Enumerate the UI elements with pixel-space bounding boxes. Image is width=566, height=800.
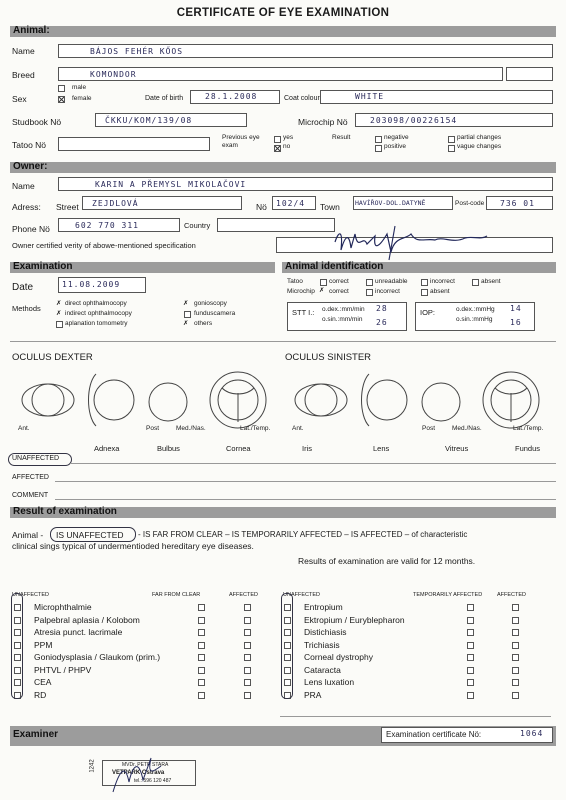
os-post-label: Post xyxy=(422,425,436,432)
result-validity: Results of examination are valid for 12 months. xyxy=(298,556,476,566)
microchip-incorrect-label: incorrect xyxy=(375,288,400,295)
left-disease-label: PPM xyxy=(34,639,53,650)
dob-label: Date of birth xyxy=(145,95,184,102)
breed-extra-field[interactable] xyxy=(506,67,553,81)
studbook-value: ČKKU/KOM/139/08 xyxy=(105,116,193,125)
iop-sin-label: o.sin.:mmHg xyxy=(456,316,493,323)
res-vague-label: vague changes xyxy=(457,143,502,150)
owner-certified-label: Owner certified verity of abowe-mentioned specification xyxy=(12,241,196,250)
col-affected-right: AFFECTED xyxy=(497,592,527,598)
microchip-label: Microchip Nö xyxy=(298,117,348,127)
method-gonioscopy-mark: ✗ xyxy=(183,300,189,307)
left-status-checkbox-0[interactable] xyxy=(198,617,205,624)
address-label: Adress: xyxy=(12,202,41,212)
stt-dex-value: 28 xyxy=(376,304,388,313)
od-med-nas-label: Med./Nas. xyxy=(176,425,206,432)
diagram-affected-label: AFFECTED xyxy=(12,474,49,481)
od-ant-label: Ant. xyxy=(18,425,30,432)
left-unaffected-bracket xyxy=(11,593,23,699)
col-fundus: Fundus xyxy=(515,444,541,453)
animal-name-value: BÁJOS FEHÉR KŐOS xyxy=(90,47,184,56)
section-examination xyxy=(10,262,275,273)
stamp-line3: tel.: 596 120 487 xyxy=(134,778,172,784)
right-disease-label: Cataracta xyxy=(304,664,341,675)
method-indirect-label: indirect ophthalmocopy xyxy=(65,310,132,317)
stt-dex-label: o.dex.:mm/min xyxy=(322,306,365,313)
method-others-mark: ✗ xyxy=(183,320,189,327)
left-status-checkbox-0[interactable] xyxy=(198,679,205,686)
col-far-from-clear: FAR FROM CLEAR xyxy=(152,592,201,598)
left-status-checkbox-1[interactable] xyxy=(244,654,251,661)
left-disease-label: RD xyxy=(34,689,47,700)
checked-mark-icon xyxy=(275,146,280,151)
left-status-checkbox-1[interactable] xyxy=(244,642,251,649)
method-funduscamera-checkbox[interactable] xyxy=(184,311,191,318)
right-disease-label: Trichiasis xyxy=(304,639,340,650)
microchip-correct-label: correct xyxy=(329,288,349,295)
os-ant-label: Ant. xyxy=(292,425,304,432)
left-disease-label: CEA xyxy=(34,677,52,687)
right-status-checkbox-0[interactable] xyxy=(467,617,474,624)
comment-line xyxy=(55,499,556,500)
animal-name-label: Name xyxy=(12,46,35,56)
method-indirect-mark: ✗ xyxy=(56,310,62,317)
left-status-checkbox-0[interactable] xyxy=(198,692,205,699)
section-owner-label: Owner: xyxy=(13,161,48,172)
res-vague-checkbox[interactable] xyxy=(448,145,455,152)
sex-male-checkbox[interactable] xyxy=(58,85,65,92)
tatoo-unreadable-checkbox[interactable] xyxy=(366,279,373,286)
postcode-value: 736 01 xyxy=(500,199,535,208)
prev-yes-label: yes xyxy=(283,134,294,141)
unaffected-line xyxy=(70,463,556,464)
street-value: ZEJDLOVÁ xyxy=(92,199,139,208)
right-status-checkbox-0[interactable] xyxy=(467,667,474,674)
section-animal-identification xyxy=(282,262,556,273)
tatoo-incorrect-label: incorrect xyxy=(430,278,455,285)
result-line2: clinical sings typical of undermentioded hereditary eye diseases. xyxy=(12,541,254,551)
prev-no-checkbox[interactable] xyxy=(274,145,281,152)
section-result-label: Result of examination xyxy=(13,506,117,517)
right-status-checkbox-0[interactable] xyxy=(467,679,474,686)
stt-sin-value: 26 xyxy=(376,318,388,327)
left-status-checkbox-0[interactable] xyxy=(198,667,205,674)
method-applanation-label: aplanation tomometry xyxy=(65,320,128,327)
res-partial-checkbox[interactable] xyxy=(448,136,455,143)
method-direct-mark: ✗ xyxy=(56,300,62,307)
section-animal-label: Animal: xyxy=(13,25,50,36)
sex-label: Sex xyxy=(12,94,27,104)
dob-value: 28.1.2008 xyxy=(205,92,258,101)
right-disease-label: Lens luxation xyxy=(304,677,355,687)
sex-male-label: male xyxy=(72,84,87,91)
method-direct-label: direct ophthalmocopy xyxy=(65,300,127,307)
breed-label: Breed xyxy=(12,70,35,80)
right-unaffected-bracket xyxy=(281,593,293,699)
os-med-nas-label: Med./Nas. xyxy=(452,425,482,432)
section-result xyxy=(10,507,556,518)
left-status-checkbox-1[interactable] xyxy=(244,679,251,686)
owner-name-label: Name xyxy=(12,181,35,191)
cert-number-label: Examination certificate Nö: xyxy=(386,730,482,739)
col-lens: Lens xyxy=(373,444,390,453)
affected-line xyxy=(55,481,556,482)
stamp-line2: VETPARK Ostrava xyxy=(112,770,165,776)
microchip-absent-checkbox[interactable] xyxy=(421,289,428,296)
iop-dex-value: 14 xyxy=(510,304,522,313)
tatoo-incorrect-checkbox[interactable] xyxy=(421,279,428,286)
street-label: Street xyxy=(56,202,79,212)
method-funduscamera-label: funduscamera xyxy=(194,310,236,317)
left-status-checkbox-1[interactable] xyxy=(244,667,251,674)
right-status-checkbox-0[interactable] xyxy=(467,604,474,611)
res-positive-checkbox[interactable] xyxy=(375,145,382,152)
res-partial-label: partial changes xyxy=(457,134,502,141)
owner-signature-icon xyxy=(325,222,495,262)
result-label: Result xyxy=(332,134,351,141)
id-tatoo-label: Tatoo xyxy=(287,278,303,285)
left-status-checkbox-1[interactable] xyxy=(244,629,251,636)
owner-name-value: KARIN A PŘEMYSL MIKOLAČOVI xyxy=(95,180,247,189)
os-lat-temp-label: Lat./Temp. xyxy=(513,425,544,432)
divider xyxy=(10,341,556,342)
previous-exam-label: Previous eye exam xyxy=(222,134,260,149)
left-disease-label: Palpebral aplasia / Kolobom xyxy=(34,614,140,625)
col-bulbus: Bulbus xyxy=(157,444,180,453)
exam-date-label: Date xyxy=(12,282,34,293)
stamp-side-number: 1242 xyxy=(89,759,96,773)
diagram-unaffected-label: UNAFFECTED xyxy=(12,455,60,462)
right-status-checkbox-1[interactable] xyxy=(512,617,519,624)
iop-sin-value: 16 xyxy=(510,318,522,327)
phone-label: Phone Nö xyxy=(12,224,50,234)
right-status-checkbox-0[interactable] xyxy=(467,629,474,636)
microchip-correct-mark: ✗ xyxy=(319,287,325,294)
town-label: Town xyxy=(320,202,340,212)
sex-female-label: female xyxy=(72,95,92,102)
right-status-checkbox-0[interactable] xyxy=(467,692,474,699)
result-prefix: Animal - xyxy=(12,530,44,540)
tatoo-correct-label: correct xyxy=(329,278,349,285)
col-cornea: Cornea xyxy=(226,444,251,453)
right-disease-label: Distichiasis xyxy=(304,627,347,637)
stamp-line1: MVDr. PETR STARA xyxy=(122,762,169,768)
microchip-incorrect-checkbox[interactable] xyxy=(366,289,373,296)
microchip-value: 203098/00226154 xyxy=(370,116,458,125)
oculus-sinister-diagram xyxy=(283,360,551,430)
result-rest: - IS FAR FROM CLEAR – IS TEMPORARILY AFFECTED – IS AFFECTED – of characteristic xyxy=(138,530,468,539)
left-disease-label: Goniodysplasia / Glaukom (prim.) xyxy=(34,652,161,662)
tatoo-absent-label: absent xyxy=(481,278,501,285)
exam-date-value: 11.08.2009 xyxy=(62,280,121,289)
right-status-checkbox-1[interactable] xyxy=(512,692,519,699)
left-status-checkbox-0[interactable] xyxy=(198,654,205,661)
section-animal xyxy=(10,26,556,37)
document-title: CERTIFICATE OF EYE EXAMINATION xyxy=(176,7,390,19)
breed-value: KOMONDOR xyxy=(90,70,137,79)
right-disease-label: Ektropium / Euryblepharon xyxy=(304,614,405,625)
house-no-label: Nö xyxy=(256,202,267,212)
tatoo-unreadable-label: unreadable xyxy=(375,278,408,285)
phone-value: 602 770 311 xyxy=(75,221,139,230)
col-vitreus: Vitreus xyxy=(445,444,469,453)
coat-colour-label: Coat colour xyxy=(284,95,320,102)
stt-sin-label: o.sin.:mm/min xyxy=(322,316,363,323)
diagram-comment-label: COMMENT xyxy=(12,492,49,499)
method-applanation-checkbox[interactable] xyxy=(56,321,63,328)
sex-female-checkbox[interactable] xyxy=(58,96,65,103)
right-status-checkbox-1[interactable] xyxy=(512,629,519,636)
right-status-checkbox-1[interactable] xyxy=(512,679,519,686)
left-status-checkbox-0[interactable] xyxy=(198,604,205,611)
house-no-value: 102/4 xyxy=(276,199,306,208)
right-status-checkbox-1[interactable] xyxy=(512,642,519,649)
prev-yes-checkbox[interactable] xyxy=(274,136,281,143)
left-status-checkbox-1[interactable] xyxy=(244,692,251,699)
oculus-dexter-diagram xyxy=(10,360,278,430)
prev-no-label: no xyxy=(283,143,291,150)
right-status-checkbox-1[interactable] xyxy=(512,667,519,674)
tatoo-label: Tatoo Nö xyxy=(12,140,47,150)
left-status-checkbox-1[interactable] xyxy=(244,617,251,624)
col-unaffected-left: UNAFFECTED xyxy=(12,592,49,598)
tatoo-field[interactable] xyxy=(58,137,210,151)
col-iris: Iris xyxy=(302,444,312,453)
col-affected-left: AFFECTED xyxy=(229,592,259,598)
res-negative-checkbox[interactable] xyxy=(375,136,382,143)
left-status-checkbox-0[interactable] xyxy=(198,642,205,649)
tatoo-absent-checkbox[interactable] xyxy=(472,279,479,286)
cert-number-value: 1064 xyxy=(520,729,544,738)
postcode-label: Post-code xyxy=(455,200,485,207)
od-lat-temp-label: Lat./Temp. xyxy=(240,425,271,432)
section-examination-label: Examination xyxy=(13,261,73,272)
right-status-checkbox-0[interactable] xyxy=(467,642,474,649)
section-identification-label: Animal identification xyxy=(285,261,384,272)
method-others-label: others xyxy=(194,320,213,327)
id-microchip-label: Microchip xyxy=(287,288,315,295)
stt-label: STT I.: xyxy=(292,308,315,317)
methods-label: Methods xyxy=(12,304,41,313)
country-label: Country xyxy=(184,221,211,230)
col-temporarily-affected: TEMPORARILY AFFECTED xyxy=(413,592,483,598)
result-is-unaffected: IS UNAFFECTED xyxy=(56,530,124,540)
oculus-sinister-label: OCULUS SINISTER xyxy=(285,352,372,363)
left-disease-label: PHTVL / PHPV xyxy=(34,664,92,675)
coat-colour-value: WHITE xyxy=(355,92,385,101)
right-disease-label: Entropium xyxy=(304,602,343,612)
left-disease-label: Microphthalmie xyxy=(34,602,92,612)
examiner-signature-icon xyxy=(105,752,175,797)
left-status-checkbox-0[interactable] xyxy=(198,629,205,636)
col-adnexa: Adnexa xyxy=(94,444,120,453)
result-underline xyxy=(280,716,551,717)
tatoo-correct-checkbox[interactable] xyxy=(320,279,327,286)
col-unaffected-right: UNAFFECTED xyxy=(283,592,320,598)
res-positive-label: positive xyxy=(384,143,407,150)
right-status-checkbox-1[interactable] xyxy=(512,654,519,661)
right-disease-label: Corneal dystrophy xyxy=(304,652,373,662)
method-gonioscopy-label: gonioscopy xyxy=(194,300,227,307)
studbook-label: Studbook Nö xyxy=(12,117,62,127)
country-field[interactable] xyxy=(217,218,335,232)
right-status-checkbox-1[interactable] xyxy=(512,604,519,611)
section-examiner-label: Examiner xyxy=(13,729,59,740)
iop-dex-label: o.dex.:mmHg xyxy=(456,306,495,313)
right-status-checkbox-0[interactable] xyxy=(467,654,474,661)
checked-mark-icon xyxy=(59,97,64,102)
right-disease-label: PRA xyxy=(304,689,322,700)
od-post-label: Post xyxy=(146,425,160,432)
iop-label: IOP: xyxy=(420,308,436,317)
microchip-absent-label: absent xyxy=(430,288,450,295)
town-value: HAVÍŘOV-DOL.DATYNĚ xyxy=(355,199,426,207)
res-negative-label: negative xyxy=(384,134,409,141)
left-status-checkbox-1[interactable] xyxy=(244,604,251,611)
oculus-dexter-label: OCULUS DEXTER xyxy=(12,352,93,363)
section-owner xyxy=(10,162,556,173)
left-disease-label: Atresia punct. lacrimale xyxy=(34,627,123,637)
